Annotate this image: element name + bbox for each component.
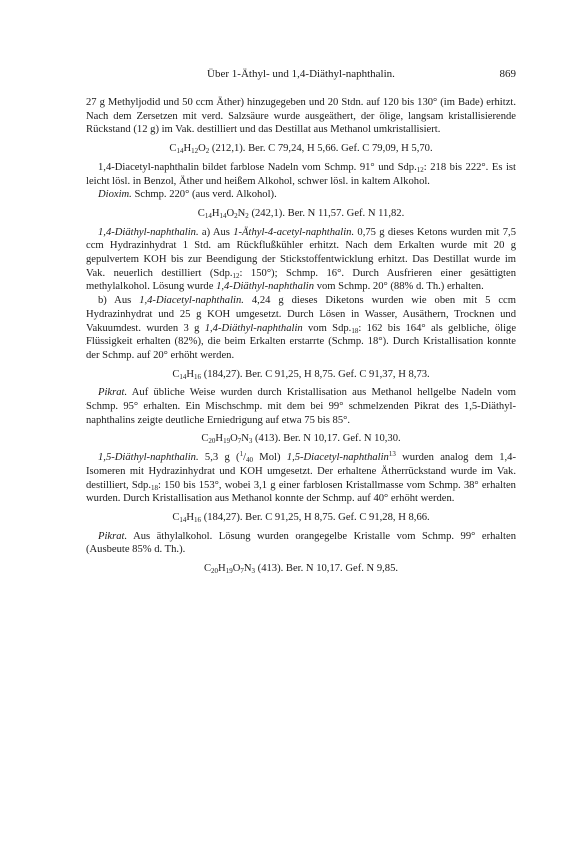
formula-count: 14 (204, 211, 212, 220)
formula-4-values: (413). Ber. N 10,17. Gef. N 10,30. (252, 433, 401, 445)
p7-d: : 150 bis 153°, wobei 3,1 g einer farblosen Kristallmasse vom Schmp. 38° erhalten wurden. Durch Kristallisation aus Methanol konnte der Schmp. auf 40° erhöht werden. (86, 479, 516, 505)
paragraph-7: 1,5-Diäthyl-naphthalin. 5,3 g ($^1/_{40}$ Mol) 1,5-Diacetyl-naphthalin$^{13}$ wurden analog dem 1,4-Isomeren mit Hydrazinhydrat und KOH umgesetzt. Der erhaltene Ätherrückstand wurde im Vak. destilliert, $Sdp._{18}$: 150 bis 153°, wobei 3,1 g einer farblosen Kristallmasse vom Schmp. 38° erhalten wurden. Durch Kristallisation aus Methanol konnte der Schmp. auf 40° erhöht werden. (86, 450, 516, 505)
formula-count: 20 (211, 567, 219, 576)
formula-6-sum (204, 563, 255, 574)
formula-element: N (243, 563, 252, 575)
page-number: 869 (499, 68, 516, 80)
formula-count: 19 (225, 567, 233, 576)
article-body (86, 96, 516, 581)
formula-count: 2 (205, 147, 210, 156)
p5-sub: 18 (351, 326, 359, 335)
formula-2 (86, 207, 516, 221)
p7-a: 5,3 g ( (198, 452, 240, 464)
formula-element: C (201, 433, 209, 445)
paragraph-4 (86, 226, 516, 295)
p8-label: Pikrat. (98, 530, 128, 542)
formula-count: 16 (194, 372, 202, 381)
formula-count: 14 (176, 147, 184, 156)
running-header (86, 68, 516, 82)
formula-element: H (186, 368, 195, 380)
formula-element: C (172, 511, 180, 523)
formula-5-values: (184,27). Ber. C 91,25, H 8,75. Gef. C 91,28, H 8,66. (201, 511, 430, 523)
formula-element: H (211, 207, 220, 219)
formula-3 (86, 368, 516, 382)
p2-sub: 12 (416, 165, 424, 174)
formula-count: 19 (223, 437, 231, 446)
formula-element: H (215, 433, 224, 445)
paragraph-1: 27 g Methyljodid und 50 ccm Äther) hinzugegeben und 20 Stdn. auf 120 bis 130° (im Bade) erhitzt. Nach dem Zersetzen mit verd. Salzsäure wurde ausgeäthert, der ölige, langsam kristallisierende Rückstand (12 g) im Vak. destilliert und das Destillat aus Methanol umkristallisiert. (86, 97, 516, 136)
p4-c: : 150°); Schmp. 16°. Durch Ausfrieren einer gesättigten methylalkohol. Lösung wurde (86, 267, 517, 293)
formula-element: C (197, 207, 205, 219)
formula-count: 14 (179, 372, 187, 381)
p5-a-it: 1,4-Diacetyl-naphthalin. (139, 295, 244, 307)
formula-4 (86, 432, 516, 446)
p7-label: 1,5-Diäthyl-naphthalin. (98, 452, 199, 464)
p6-rest: Auf übliche Weise wurden durch Kristallisation aus Methanol hellgelbe Nadeln vom Schmp. 95° erhalten. Ein Mischschmp. mit dem bei 99° schmelzenden Pikrat des 1,5-Diäthyl-naphthalins zeigte deutliche Erniedrigung auf etwa 75 bis 85°. (86, 387, 516, 426)
formula-6 (86, 562, 516, 576)
formula-element: H (218, 563, 226, 575)
formula-5-sum (172, 512, 201, 523)
p8-rest: Aus äthylalkohol. Lösung wurden orangegelbe Kristalle vom Schmp. 99° erhalten (Ausbeute 85% d. Th.). (86, 530, 516, 556)
formula-1-sum (169, 143, 209, 154)
running-title: Über 1-Äthyl- und 1,4-Diäthyl-naphthalin. (207, 68, 395, 80)
formula-element: N (241, 433, 249, 445)
formula-element: O (198, 143, 206, 155)
p7-b-it: 1,5-Diacetyl-naphthalin (286, 452, 389, 464)
p4-b: 0,75 g dieses Ketons wurden mit 7,5 ccm Hydrazinhydrat 1 Std. am Rückflußkühler erhitzt. Nach dem Erkalten wurde mit 20 g gepulvertem KOH bis zur Beendigung der Stickstoffentwicklung erhitzt. Das Destillat wurde im Vak. neuerlich destilliert (Sdp. (86, 226, 516, 279)
paragraph-2 (86, 161, 516, 188)
p4-sub: 12 (232, 271, 240, 280)
paragraph-5 (86, 294, 516, 363)
formula-element: O (232, 563, 241, 575)
formula-element: N (237, 207, 246, 219)
p3-label: Dioxim. (98, 189, 132, 201)
p4-label: 1,4-Diäthyl-naphthalin. (98, 226, 199, 238)
formula-1 (86, 142, 516, 156)
p2-text: 1,4-Diacetyl-naphthalin bildet farblose Nadeln vom Schmp. 91° und Sdp. (98, 161, 417, 173)
formula-count: 16 (194, 515, 202, 524)
formula-count: 20 (208, 437, 216, 446)
formula-element: C (169, 143, 177, 155)
paragraph-3 (86, 188, 516, 202)
formula-count: 7 (237, 437, 242, 446)
formula-count: 2 (234, 211, 238, 220)
p7-frac-num: 1 (239, 450, 244, 459)
formula-element: H (183, 143, 192, 155)
formula-3-values: (184,27). Ber. C 91,25, H 8,75. Gef. C 91,37, H 8,73. (201, 368, 430, 380)
p7-footnote-ref: 13 (388, 450, 396, 459)
p5-c: vom Sdp. (302, 322, 352, 334)
formula-1-values: (212,1). Ber. C 79,24, H 5,66. Gef. C 79,09, H 5,70. (209, 143, 433, 155)
p7-sub: 18 (150, 483, 158, 492)
paragraph-6 (86, 386, 516, 427)
formula-2-values: (242,1). Ber. N 11,57. Gef. N 11,82. (248, 207, 405, 219)
formula-element: O (230, 433, 238, 445)
formula-2-sum (198, 208, 249, 219)
formula-5 (86, 511, 516, 525)
p5-b-it: 1,4-Diäthyl-naphthalin (204, 322, 303, 334)
formula-count: 7 (240, 567, 244, 576)
formula-count: 3 (248, 437, 253, 446)
formula-element: C (203, 563, 212, 575)
formula-count: 14 (179, 515, 187, 524)
p7-frac-den: 40 (246, 456, 254, 465)
p4-d: vom Schmp. 20° (88% d. Th.) erhalten. (314, 281, 484, 293)
formula-6-values: (413). Ber. N 10,17. Gef. N 9,85. (255, 563, 399, 575)
formula-count: 12 (191, 147, 199, 156)
paragraph-8 (86, 530, 516, 557)
p4-a-it: 1-Äthyl-4-acetyl-naphthalin. (233, 226, 355, 238)
p5-d: : 162 bis 164° als gelbliche, ölige Flüssigkeit erhalten (82%), die beim Erkalten erstarrte (Schmp. 18°). Durch Kristallisation konnte der Schmp. auf 20° erhöht werden. (86, 322, 517, 361)
p5-a: b) Aus (98, 295, 140, 307)
formula-element: C (172, 368, 180, 380)
p7-b: Mol) (253, 452, 287, 464)
formula-3-sum (172, 369, 201, 380)
p5-b: 4,24 g dieses Diketons wurden wie oben mit 5 ccm Hydrazinhydrat und 25 g KOH umgesetzt. Durch Lösen in Wasser, Ausäthern, Trocknen und Vakuumdest. wurden 3 g (86, 295, 516, 334)
formula-element: H (186, 511, 195, 523)
p6-label: Pikrat. (98, 387, 128, 399)
p7-c: wurden analog dem 1,4-Isomeren mit Hydrazinhydrat und KOH umgesetzt. Der erhaltene Ätherrückstand wurde im Vak. destilliert, Sdp. (86, 452, 516, 491)
p4-c-it: 1,4-Diäthyl-naphthalin (216, 281, 315, 293)
formula-4-sum (201, 433, 252, 444)
formula-count: 2 (245, 211, 249, 220)
formula-count: 3 (251, 567, 256, 576)
p4-a: a) Aus (198, 226, 234, 238)
p3-rest: Schmp. 220° (aus verd. Alkohol). (131, 189, 277, 201)
formula-count: 14 (219, 211, 227, 220)
p2-rest: : 218 bis 222°. Es ist leicht lösl. in Benzol, Äther und heißem Alkohol, schwer lösl. in kaltem Alkohol. (86, 161, 516, 187)
formula-element: O (226, 207, 235, 219)
